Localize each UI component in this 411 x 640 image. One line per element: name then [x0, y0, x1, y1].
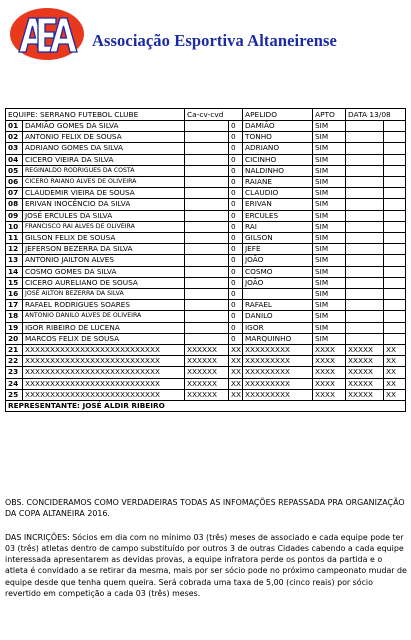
cards-count: 0 [229, 165, 243, 176]
cards-count: 0 [229, 143, 243, 154]
cards-cell [185, 289, 229, 300]
cards-cell [185, 277, 229, 288]
player-nickname: DAMIÃO [243, 121, 313, 132]
table-row-blank [6, 345, 406, 356]
player-nickname: JOÃO [243, 255, 313, 266]
representative-name: REPRESENTANTE: JOSÉ ALDIR RIBEIRO [6, 401, 406, 412]
player-name: ANTONIO FELIX DE SOUSA [23, 132, 185, 143]
player-name: JEFERSON BEZERRA DA SILVA [23, 244, 185, 255]
player-fit-status: SIM [313, 333, 346, 344]
player-number: 23 [6, 367, 23, 378]
player-name-placeholder: XXXXXXXXXXXXXXXXXXXXXXXXXXX [23, 367, 185, 378]
date-cell [346, 210, 384, 221]
table-row [6, 199, 406, 210]
cards-count: 0 [229, 210, 243, 221]
table-row [6, 121, 406, 132]
date-cell [384, 221, 406, 232]
player-number: 03 [6, 143, 23, 154]
cards-count: 0 [229, 132, 243, 143]
player-nickname: JOÃO [243, 277, 313, 288]
player-number: 04 [6, 154, 23, 165]
player-name: CLAUDEMIR VIEIRA DE SOUSA [23, 188, 185, 199]
table-row [6, 210, 406, 221]
date-cell [346, 177, 384, 188]
nickname-placeholder: XXXXXXXXX [243, 345, 313, 356]
aea-logo [8, 6, 86, 62]
date-cell [384, 333, 406, 344]
association-title: Associação Esportiva Altaneirense [92, 31, 337, 50]
player-number: 14 [6, 266, 23, 277]
table-row-blank [6, 367, 406, 378]
document-header [6, 4, 406, 62]
cards-cell [185, 143, 229, 154]
fit-header: APTO [313, 109, 346, 121]
player-nickname: ERCULES [243, 210, 313, 221]
table-row [6, 177, 406, 188]
table-row [6, 221, 406, 232]
date-cell [384, 210, 406, 221]
player-fit-status: SIM [313, 244, 346, 255]
player-number: 24 [6, 378, 23, 389]
fit-placeholder: XXXX [313, 367, 346, 378]
player-number: 20 [6, 333, 23, 344]
cards-cell [185, 322, 229, 333]
player-nickname: ERIVAN [243, 199, 313, 210]
player-number: 22 [6, 356, 23, 367]
cards-count: 0 [229, 199, 243, 210]
player-fit-status: SIM [313, 143, 346, 154]
cards-count-placeholder: XX [229, 378, 243, 389]
team-name-header: EQUIPE: SERRANO FUTEBOL CLUBE [6, 109, 185, 121]
date-cell [346, 154, 384, 165]
date-cell [384, 322, 406, 333]
cards-cell [185, 233, 229, 244]
cards-count-placeholder: XX [229, 345, 243, 356]
player-name: FRANCISCO RAI ALVES DE OLIVEIRA [23, 221, 185, 232]
player-number: 02 [6, 132, 23, 143]
cards-placeholder: XXXXXX [185, 367, 229, 378]
cards-cell [185, 188, 229, 199]
cards-cell [185, 210, 229, 221]
player-number: 25 [6, 389, 23, 400]
player-nickname: CICINHO [243, 154, 313, 165]
player-fit-status: SIM [313, 322, 346, 333]
player-number: 21 [6, 345, 23, 356]
cards-cell [185, 132, 229, 143]
player-nickname: RAI [243, 221, 313, 232]
date-cell [346, 221, 384, 232]
date-cell [384, 311, 406, 322]
player-nickname: RAFAEL [243, 300, 313, 311]
date-cell [346, 311, 384, 322]
table-row [6, 266, 406, 277]
player-fit-status: SIM [313, 132, 346, 143]
player-name: REGINALDO RODRIGUES DA COSTA [23, 165, 185, 176]
player-fit-status: SIM [313, 221, 346, 232]
date-cell [384, 289, 406, 300]
cards-count: 0 [229, 322, 243, 333]
cards-count: 0 [229, 266, 243, 277]
player-fit-status: SIM [313, 199, 346, 210]
table-row [6, 233, 406, 244]
player-fit-status: SIM [313, 300, 346, 311]
player-number: 16 [6, 289, 23, 300]
date-cell [384, 121, 406, 132]
player-name: ANTONIO JAILTON ALVES [23, 255, 185, 266]
date-cell [384, 233, 406, 244]
date-cell [346, 266, 384, 277]
player-name-placeholder: XXXXXXXXXXXXXXXXXXXXXXXXXXX [23, 356, 185, 367]
date-cell [384, 266, 406, 277]
cards-count: 0 [229, 244, 243, 255]
table-row-blank [6, 389, 406, 400]
player-fit-status: SIM [313, 289, 346, 300]
cards-count: 0 [229, 277, 243, 288]
cards-cell [185, 300, 229, 311]
player-number: 12 [6, 244, 23, 255]
representative-row [6, 401, 406, 412]
cards-count: 0 [229, 154, 243, 165]
player-nickname: IGOR [243, 322, 313, 333]
date-cell [384, 132, 406, 143]
cards-placeholder: XXXXXX [185, 389, 229, 400]
date-cell [346, 165, 384, 176]
date-placeholder: XXXXX [346, 367, 384, 378]
cards-count: 0 [229, 177, 243, 188]
player-name: CICERO AURELIANO DE SOUSA [23, 277, 185, 288]
table-row [6, 165, 406, 176]
date-cell [346, 143, 384, 154]
cards-count: 0 [229, 121, 243, 132]
player-fit-status: SIM [313, 154, 346, 165]
cards-count: 0 [229, 255, 243, 266]
date-cell [346, 132, 384, 143]
date-cell [346, 244, 384, 255]
observation-note: OBS. CONCIDERAMOS COMO VERDADEIRAS TODAS AS INFOMAÇÕES REPASSADA PRA ORGANIZAÇÃO DA COPA ALTANEIRA 2016. [5, 498, 405, 519]
date-placeholder: XXXXX [346, 389, 384, 400]
player-fit-status: SIM [313, 210, 346, 221]
date-cell [384, 277, 406, 288]
player-name: IGOR RIBEIRO DE LUCENA [23, 322, 185, 333]
player-number: 10 [6, 221, 23, 232]
date-header: DATA 13/08 [346, 109, 406, 121]
fit-placeholder: XXXX [313, 356, 346, 367]
player-name: GILSON FELIX DE SOUSA [23, 233, 185, 244]
player-name: MARCOS FELIX DE SOUSA [23, 333, 185, 344]
player-nickname: MARQUINHO [243, 333, 313, 344]
cards-cell [185, 311, 229, 322]
player-name-placeholder: XXXXXXXXXXXXXXXXXXXXXXXXXXX [23, 389, 185, 400]
date-placeholder: XXXXX [346, 356, 384, 367]
fit-placeholder: XXXX [313, 345, 346, 356]
date-cell [346, 277, 384, 288]
date-placeholder: XXXXX [346, 378, 384, 389]
date-cell [346, 121, 384, 132]
registration-rules: DAS INCRIÇÕES: Sócios em dia com no mínimo 03 (três) meses de associado e cada equipe pode ter 03 (três) atletas dentro de campo substituído por outros 3 de outras Cidades cabendo a cada equipe interessada apresentarem as devidas provas, a equipe infratora perde os pontos da partida e o atleta é convidado a se retirar da mesma, mais por ser sócio pode no próximo campeonato mudar de equipe desde que tenha quem queira. Será cobrada uma taxa de 5,00 (cinco reais) por sócio revertido em competição a cada 03 (três) meses. [5, 532, 407, 599]
player-fit-status: SIM [313, 188, 346, 199]
player-fit-status: SIM [313, 277, 346, 288]
table-row [6, 132, 406, 143]
date-cell [384, 143, 406, 154]
table-row [6, 322, 406, 333]
cards-count: 0 [229, 233, 243, 244]
player-nickname: ADRIANO [243, 143, 313, 154]
cards-cell [185, 154, 229, 165]
cards-cell [185, 333, 229, 344]
player-name: JOSÉ AILTON BEZERRA DA SILVA [23, 289, 185, 300]
cards-placeholder: XXXXXX [185, 356, 229, 367]
date-placeholder: XX [384, 367, 406, 378]
table-row [6, 154, 406, 165]
player-number: 17 [6, 300, 23, 311]
player-name: DAMIÃO GOMES DA SILVA [23, 121, 185, 132]
cards-cell [185, 199, 229, 210]
player-number: 07 [6, 188, 23, 199]
player-nickname: DANILO [243, 311, 313, 322]
player-nickname: NALDINHO [243, 165, 313, 176]
table-row [6, 255, 406, 266]
cards-count: 0 [229, 300, 243, 311]
cards-count-placeholder: XX [229, 389, 243, 400]
player-number: 06 [6, 177, 23, 188]
player-number: 11 [6, 233, 23, 244]
player-number: 19 [6, 322, 23, 333]
table-row [6, 143, 406, 154]
player-fit-status: SIM [313, 177, 346, 188]
player-nickname: TONHO [243, 132, 313, 143]
cards-count: 0 [229, 311, 243, 322]
date-placeholder: XXXXX [346, 345, 384, 356]
cards-header: Ca-cv-cvd [185, 109, 243, 121]
table-row [6, 333, 406, 344]
cards-placeholder: XXXXXX [185, 345, 229, 356]
player-number: 09 [6, 210, 23, 221]
team-roster-table [5, 108, 406, 412]
notes-section [5, 497, 407, 611]
player-fit-status: SIM [313, 311, 346, 322]
cards-cell [185, 266, 229, 277]
player-name: ANTONIO DANILO ALVES DE OLIVEIRA [23, 311, 185, 322]
player-number: 08 [6, 199, 23, 210]
player-nickname: COSMO [243, 266, 313, 277]
player-name: RAFAEL RODRIGUES SOARES [23, 300, 185, 311]
table-row [6, 244, 406, 255]
cards-count-placeholder: XX [229, 367, 243, 378]
player-name: CICERO RAIANO ALVES DE OLIVEIRA [23, 177, 185, 188]
cards-cell [185, 221, 229, 232]
player-fit-status: SIM [313, 266, 346, 277]
player-number: 01 [6, 121, 23, 132]
player-fit-status: SIM [313, 121, 346, 132]
player-number: 18 [6, 311, 23, 322]
cards-placeholder: XXXXXX [185, 378, 229, 389]
nickname-header: APELIDO [243, 109, 313, 121]
player-fit-status: SIM [313, 255, 346, 266]
nickname-placeholder: XXXXXXXXX [243, 356, 313, 367]
date-cell [384, 300, 406, 311]
table-row-blank [6, 356, 406, 367]
date-cell [384, 154, 406, 165]
cards-count-placeholder: XX [229, 356, 243, 367]
date-placeholder: XX [384, 378, 406, 389]
cards-cell [185, 244, 229, 255]
player-nickname: RAIANE [243, 177, 313, 188]
player-nickname: GILSON [243, 233, 313, 244]
date-cell [384, 188, 406, 199]
date-cell [346, 199, 384, 210]
player-number: 15 [6, 277, 23, 288]
nickname-placeholder: XXXXXXXXX [243, 367, 313, 378]
date-cell [346, 233, 384, 244]
date-cell [384, 244, 406, 255]
cards-count: 0 [229, 188, 243, 199]
table-row [6, 277, 406, 288]
player-name: COSMO GOMES DA SILVA [23, 266, 185, 277]
nickname-placeholder: XXXXXXXXX [243, 378, 313, 389]
date-cell [346, 300, 384, 311]
cards-cell [185, 177, 229, 188]
player-name: JOSÉ ERCULES DA SILVA [23, 210, 185, 221]
date-cell [346, 188, 384, 199]
player-name: CICERO VIEIRA DA SILVA [23, 154, 185, 165]
nickname-placeholder: XXXXXXXXX [243, 389, 313, 400]
player-nickname [243, 289, 313, 300]
date-placeholder: XX [384, 356, 406, 367]
player-fit-status: SIM [313, 233, 346, 244]
table-row [6, 289, 406, 300]
player-fit-status: SIM [313, 165, 346, 176]
player-number: 13 [6, 255, 23, 266]
fit-placeholder: XXXX [313, 389, 346, 400]
date-placeholder: XX [384, 345, 406, 356]
cards-count: 0 [229, 289, 243, 300]
date-cell [384, 177, 406, 188]
date-cell [346, 289, 384, 300]
player-nickname: CLAUDIO [243, 188, 313, 199]
cards-count: 0 [229, 221, 243, 232]
table-row [6, 188, 406, 199]
table-row [6, 300, 406, 311]
date-cell [384, 255, 406, 266]
table-header-row [6, 109, 406, 121]
player-name-placeholder: XXXXXXXXXXXXXXXXXXXXXXXXXXX [23, 345, 185, 356]
player-name-placeholder: XXXXXXXXXXXXXXXXXXXXXXXXXXX [23, 378, 185, 389]
player-name: ADRIANO GOMES DA SILVA [23, 143, 185, 154]
date-cell [346, 322, 384, 333]
cards-cell [185, 121, 229, 132]
player-number: 05 [6, 165, 23, 176]
cards-count: 0 [229, 333, 243, 344]
date-cell [384, 165, 406, 176]
fit-placeholder: XXXX [313, 378, 346, 389]
date-placeholder: XX [384, 389, 406, 400]
table-row-blank [6, 378, 406, 389]
cards-cell [185, 165, 229, 176]
player-nickname: JEFE [243, 244, 313, 255]
date-cell [346, 333, 384, 344]
cards-cell [185, 255, 229, 266]
player-name: ERIVAN INOCÊNCIO DA SILVA [23, 199, 185, 210]
date-cell [346, 255, 384, 266]
date-cell [384, 199, 406, 210]
table-row [6, 311, 406, 322]
